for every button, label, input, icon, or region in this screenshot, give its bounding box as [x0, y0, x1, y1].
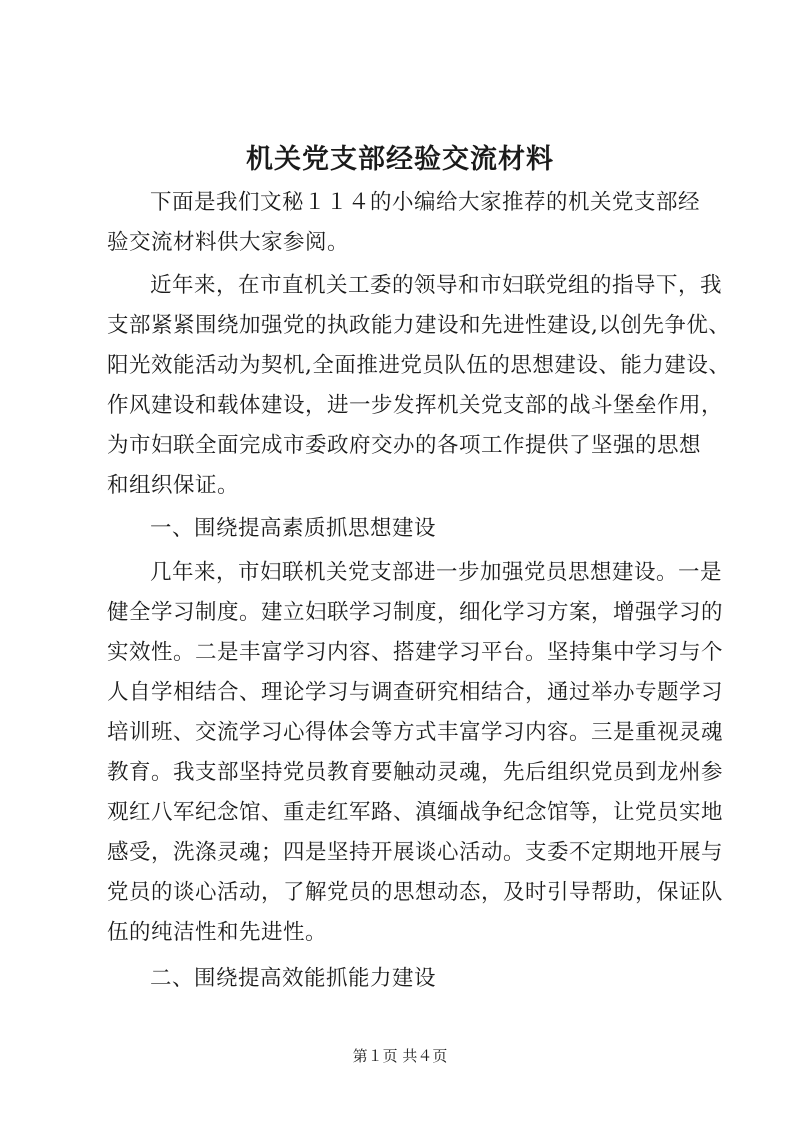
paragraph-line: 阳光效能活动为契机,全面推进党员队伍的思想建设、能力建设、 [107, 353, 731, 378]
paragraph-line: 感受，洗涤灵魂；四是坚持开展谈心活动。支委不定期地开展与 [107, 840, 724, 865]
page-number-footer: 第１页 共４页 [352, 1047, 448, 1065]
paragraph-line: 伍的纯洁性和先进性。 [107, 920, 328, 945]
document-title: 机关党支部经验交流材料 [246, 144, 554, 175]
paragraph-line: 近年来，在市直机关工委的领导和市妇联党组的指导下，我 [150, 273, 723, 298]
paragraph-line: 几年来，市妇联机关党支部进一步加强党员思想建设。一是 [150, 560, 723, 585]
paragraph-line: 为市妇联全面完成市委政府交办的各项工作提供了坚强的思想 [107, 433, 702, 458]
paragraph-line: 党员的谈心活动，了解党员的思想动态，及时引导帮助，保证队 [107, 880, 724, 905]
paragraph-line: 实效性。二是丰富学习内容、搭建学习平台。坚持集中学习与个 [107, 640, 724, 665]
section-heading: 二、围绕提高效能抓能力建设 [150, 966, 437, 991]
paragraph-line: 下面是我们文秘１１４的小编给大家推荐的机关党支部经 [150, 190, 701, 215]
paragraph-line: 作风建设和载体建设，进一步发挥机关党支部的战斗堡垒作用， [107, 393, 724, 418]
paragraph-line: 健全学习制度。建立妇联学习制度，细化学习方案，增强学习的 [107, 600, 724, 625]
paragraph-line: 培训班、交流学习心得体会等方式丰富学习内容。三是重视灵魂 [107, 720, 724, 745]
paragraph-line: 支部紧紧围绕加强党的执政能力建设和先进性建设,以创先争优、 [107, 313, 731, 338]
paragraph-line: 教育。我支部坚持党员教育要触动灵魂，先后组织党员到龙州参 [107, 760, 724, 785]
paragraph-line: 验交流材料供大家参阅。 [107, 230, 350, 255]
paragraph-line: 观红八军纪念馆、重走红军路、滇缅战争纪念馆等，让党员实地 [107, 800, 724, 825]
section-heading: 一、围绕提高素质抓思想建设 [150, 516, 437, 541]
paragraph-line: 人自学相结合、理论学习与调查研究相结合，通过举办专题学习 [107, 680, 724, 705]
paragraph-line: 和组织保证。 [107, 473, 240, 498]
